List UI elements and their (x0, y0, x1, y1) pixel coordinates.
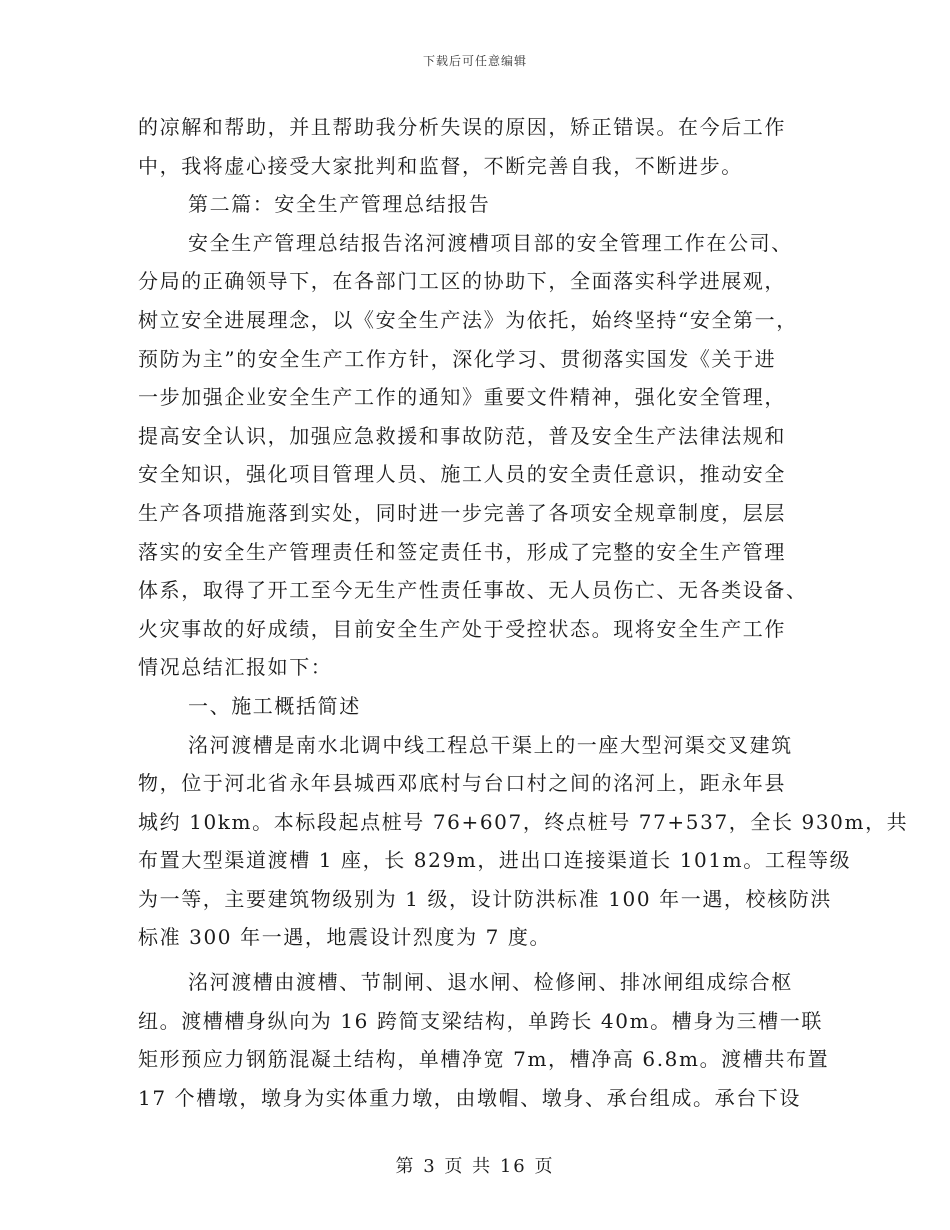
text-line: 为一等，主要建筑物级别为 1 级，设计防洪标准 100 年一遇，校核防洪 (138, 886, 832, 911)
document-body (138, 108, 909, 1117)
text-line: 落实的安全生产管理责任和签定责任书，形成了完整的安全生产管理 (138, 539, 786, 564)
text-line: 标准 300 年一遇，地震设计烈度为 7 度。 (138, 925, 552, 950)
text-line: 纽。渡槽槽身纵向为 16 跨简支梁结构，单跨长 40m。槽身为三槽一联 (138, 1008, 823, 1033)
text-line: 体系，取得了开工至今无生产性责任事故、无人员伤亡、无各类设备、 (138, 578, 808, 603)
text-line: 城约 10km。本标段起点桩号 76+607，终点桩号 77+537，全长 930m，共 (138, 809, 909, 834)
text-line: 布置大型渠道渡槽 1 座，长 829m，进出口连接渠道长 101m。工程等级 (138, 848, 852, 873)
text-line: 的凉解和帮助，并且帮助我分析失误的原因，矫正错误。在今后工作 (138, 115, 786, 139)
text-line: 安全生产管理总结报告洺河渡槽项目部的安全管理工作在公司、 (188, 230, 793, 255)
text-line: 安全知识，强化项目管理人员、施工人员的安全责任意识，推动安全 (138, 462, 786, 487)
text-line: 洺河渡槽由渡槽、节制闸、退水闸、检修闸、排冰闸组成综合枢 (188, 970, 793, 995)
text-line: 树立安全进展理念，以《安全生产法》为依托，始终坚持“安全第一， (138, 307, 798, 332)
text-line: 中，我将虚心接受大家批判和监督，不断完善自我，不断进步。 (138, 153, 743, 178)
text-line: 一步加强企业安全生产工作的通知》重要文件精神，强化安全管理， (138, 385, 786, 410)
text-line: 情况总结汇报如下： (138, 655, 333, 680)
page-footer: 第 3 页 共 16 页 (395, 1156, 555, 1177)
text-line: 矩形预应力钢筋混凝土结构，单槽净宽 7m，槽净高 6.8m。渡槽共布置 (138, 1047, 830, 1072)
text-line: 生产各项措施落到实处，同时进一步完善了各项安全规章制度，层层 (138, 500, 786, 525)
text-line: 洺河渡槽是南水北调中线工程总干渠上的一座大型河渠交叉建筑 (188, 732, 793, 757)
text-line: 17 个槽墩，墩身为实体重力墩，由墩帽、墩身、承台组成。承台下设 (138, 1085, 802, 1110)
text-line: 一、施工概括简述 (188, 693, 361, 718)
page-header-note: 下载后可任意编辑 (422, 54, 527, 68)
text-line: 提高安全认识，加强应急救援和事故防范，普及安全生产法律法规和 (138, 423, 786, 448)
text-line: 火灾事故的好成绩，目前安全生产处于受控状态。现将安全生产工作 (138, 616, 786, 641)
text-line: 分局的正确领导下，在各部门工区的协助下，全面落实科学进展观， (138, 269, 786, 294)
text-line: 第二篇：安全生产管理总结报告 (188, 192, 491, 217)
text-line: 物，位于河北省永年县城西邓底村与台口村之间的洺河上，距永年县 (138, 771, 786, 796)
text-line: 预防为主”的安全生产工作方针，深化学习、贯彻落实国发《关于进 (138, 346, 777, 371)
